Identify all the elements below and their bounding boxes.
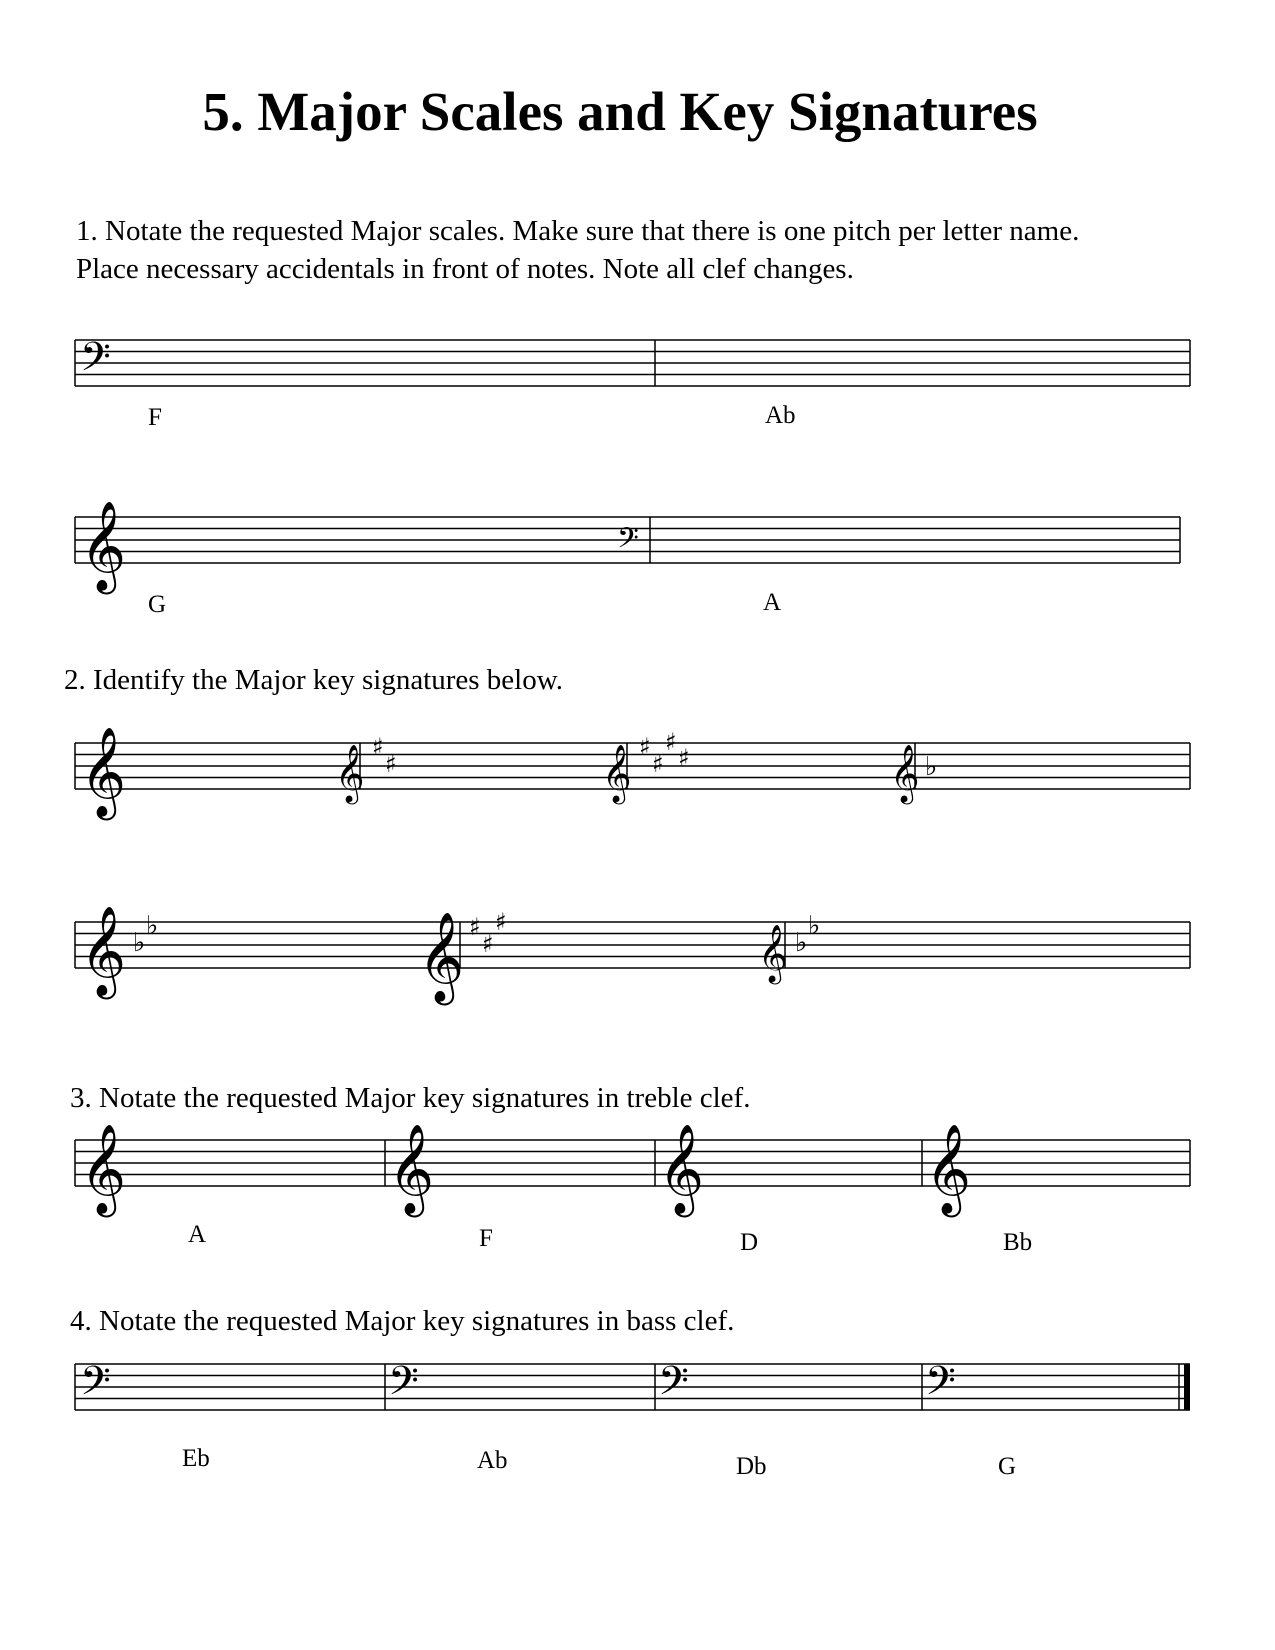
- sharp-icon: ♯: [482, 930, 494, 958]
- staff-lines: [75, 1364, 1190, 1410]
- flat-icon: ♭: [808, 911, 821, 941]
- bass-clef-icon: 𝄢: [925, 1358, 956, 1414]
- final-barline-thick: [1184, 1364, 1190, 1410]
- treble-clef-icon: 𝄞: [925, 1124, 972, 1214]
- key-label-a: A: [188, 1221, 207, 1248]
- treble-clef-icon: 𝄞: [602, 744, 632, 802]
- treble-clef-icon: 𝄞: [80, 501, 127, 591]
- flat-icon: ♭: [133, 928, 146, 958]
- bass-clef-icon: 𝄢: [80, 1358, 111, 1414]
- sharp-icon: ♯: [678, 744, 690, 772]
- key-label-eb: Eb: [182, 1445, 210, 1472]
- key-label-db: Db: [736, 1453, 767, 1480]
- scale-label-ab: Ab: [765, 402, 796, 429]
- key-label-d: D: [740, 1229, 759, 1256]
- question-3: 3. Notate the requested Major key signatures in treble clef.: [70, 1082, 751, 1114]
- treble-clef-icon: 𝄞: [388, 1124, 435, 1214]
- question-1-line-1: 1. Notate the requested Major scales. Make sure that there is one pitch per letter name.: [76, 215, 1080, 247]
- flat-icon: ♭: [146, 911, 159, 941]
- treble-clef-icon: 𝄞: [758, 924, 788, 982]
- sharp-icon: ♯: [639, 733, 651, 761]
- sharp-icon: ♯: [652, 750, 664, 778]
- key-label-ab: Ab: [477, 1447, 508, 1474]
- treble-clef-icon: 𝄞: [80, 1124, 127, 1214]
- question-4: 4. Notate the requested Major key signatures in bass clef.: [70, 1305, 735, 1337]
- sharp-icon: ♯: [495, 908, 507, 936]
- scale-label-g: G: [148, 591, 167, 618]
- treble-clef-icon: 𝄞: [80, 906, 127, 996]
- flat-icon: ♭: [795, 928, 808, 958]
- treble-clef-icon: 𝄞: [335, 744, 365, 802]
- scale-label-a: A: [763, 589, 782, 616]
- question-2: 2. Identify the Major key signatures below.: [64, 664, 564, 696]
- sharp-icon: ♯: [469, 913, 481, 941]
- bass-clef-icon: 𝄢: [80, 334, 111, 390]
- treble-clef-icon: 𝄞: [80, 727, 127, 817]
- key-label-bb: Bb: [1003, 1229, 1033, 1256]
- bass-clef-change-icon: 𝄢: [617, 522, 639, 562]
- bass-clef-icon: 𝄢: [388, 1358, 419, 1414]
- treble-clef-icon: 𝄞: [418, 912, 465, 1002]
- key-label-g: G: [998, 1453, 1017, 1480]
- scale-label-f: F: [148, 404, 162, 431]
- sharp-icon: ♯: [372, 733, 384, 761]
- page-title: 5. Major Scales and Key Signatures: [202, 81, 1038, 142]
- treble-clef-icon: 𝄞: [890, 744, 920, 802]
- question-1-line-2: Place necessary accidentals in front of notes. Note all clef changes.: [76, 253, 854, 285]
- key-label-f: F: [479, 1225, 493, 1252]
- sharp-icon: ♯: [385, 750, 397, 778]
- flat-icon: ♭: [925, 752, 938, 782]
- treble-clef-icon: 𝄞: [658, 1124, 705, 1214]
- sharp-icon: ♯: [665, 728, 677, 756]
- bass-clef-icon: 𝄢: [658, 1358, 689, 1414]
